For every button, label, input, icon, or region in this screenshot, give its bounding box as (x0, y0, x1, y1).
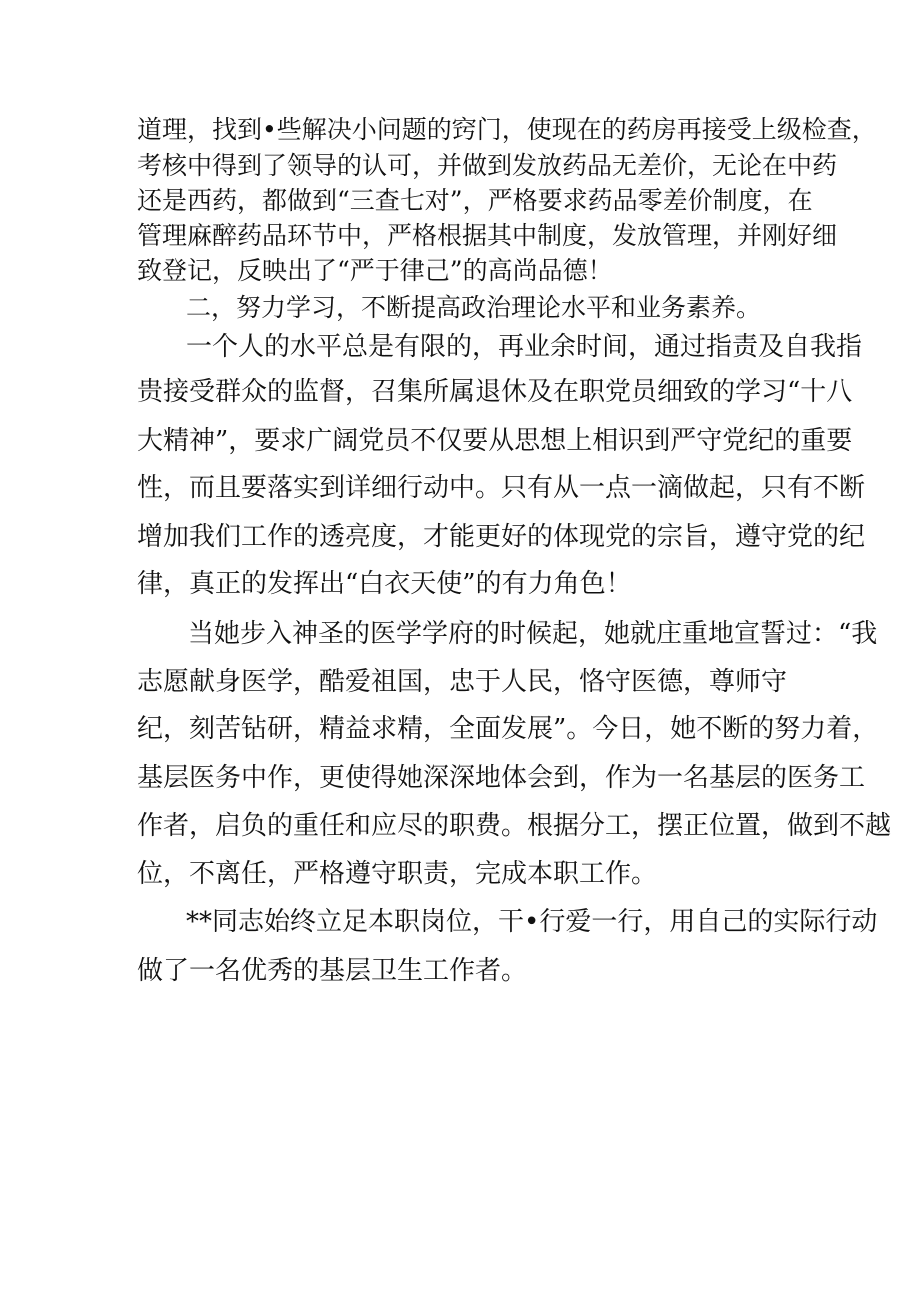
text-line: 位，不离任，严格遵守职责，完成本职工作。 (137, 859, 658, 889)
text-line: 志愿献身医学，酷爱祖国，忠于人民，恪守医德，尊师守 (137, 667, 788, 697)
text-line: 考核中得到了领导的认可，并做到发放药品无差价，无论在中药 (137, 151, 838, 180)
text-line: 大精神”，要求广阔党员不仅要从思想上相识到严守党纪的重要 (137, 426, 853, 456)
text-line: 做了一名优秀的基层卫生工作者。 (137, 956, 528, 986)
text-line: 基层医务中作，更使得她深深地体会到，作为一名基层的医务工 (137, 763, 866, 793)
text-line: 贵接受群众的监督，召集所属退休及在职党员细致的学习“十八 (137, 377, 853, 407)
text-line: 致登记，反映出了“严于律己”的高尚品德！ (137, 256, 613, 285)
text-line: 一个人的水平总是有限的，再业余时间，通过指责及自我指 (186, 332, 863, 362)
text-line: 纪，刻苦钻研，精益求精，全面发展”。今日，她不断的努力着， (137, 714, 879, 744)
text-line: **同志始终立足本职岗位，干•行爱一行，用自己的实际行动 (186, 907, 878, 937)
text-line: 管理麻醉药品环节中，严格根据其中制度，发放管理，并刚好细 (137, 221, 838, 250)
text-line: 道理，找到•些解决小问题的窍门，使现在的药房再接受上级检查， (137, 115, 877, 144)
text-line: 当她步入神圣的医学学府的时候起，她就庄重地宣誓过：“我 (188, 619, 878, 649)
text-line: 还是西药，都做到“三查七对”，严格要求药品零差价制度，在 (137, 186, 813, 215)
section-heading: 二，努力学习，不断提高政治理论水平和业务素养。 (186, 293, 762, 322)
text-line: 增加我们工作的透亮度，才能更好的体现党的宗旨，遵守党的纪 (137, 522, 866, 552)
text-line: 律，真正的发挥出“白衣天使”的有力角色！ (137, 569, 632, 599)
text-line: 作者，启负的重任和应尽的职费。根据分工，摆正位置，做到不越 (137, 811, 892, 841)
text-line: 性，而且要落实到详细行动中。只有从一点一滴做起，只有不断 (137, 473, 866, 503)
